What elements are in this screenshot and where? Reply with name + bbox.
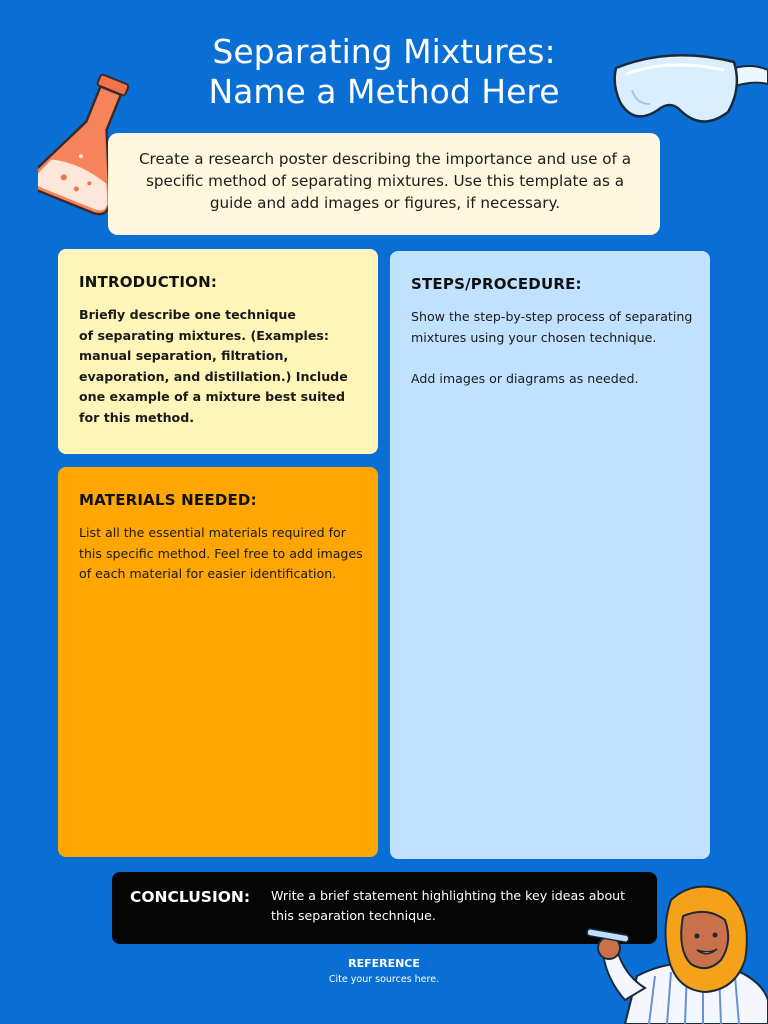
reference-body: Cite your sources here. (328, 974, 440, 985)
steps-panel (390, 251, 710, 859)
materials-heading: MATERIALS NEEDED: (79, 491, 257, 509)
safety-goggles-icon (610, 40, 768, 130)
intro-card-text: Create a research poster describing the importance and use of a specific method of separating mixtures. Use this template as a guide and add images or figures, if necessary. (138, 150, 632, 212)
title-line-1: Separating Mixtures: (212, 32, 556, 71)
scientist-illustration (585, 880, 768, 1024)
conclusion-body: Write a brief statement highlighting the key ideas about this separation technique. (271, 888, 626, 923)
conclusion-heading: CONCLUSION: (130, 888, 251, 906)
materials-panel (58, 467, 378, 857)
steps-heading: STEPS/PROCEDURE: (411, 275, 582, 293)
materials-body: List all the essential materials required for this specific method. Feel free to add images of each material for easier identification. (79, 525, 363, 581)
steps-body: Show the step-by-step process of separating mixtures using your chosen technique. Add images or diagrams as needed. (411, 309, 693, 386)
introduction-body: Briefly describe one technique of separating mixtures. (Examples: manual separation, filtration, evaporation, and distillation.) Include one example of a mixture best suited for this method. (79, 307, 348, 425)
introduction-panel (58, 249, 378, 454)
reference-heading: REFERENCE (348, 957, 420, 970)
title-line-2: Name a Method Here (208, 72, 560, 111)
introduction-heading: INTRODUCTION: (79, 273, 218, 291)
